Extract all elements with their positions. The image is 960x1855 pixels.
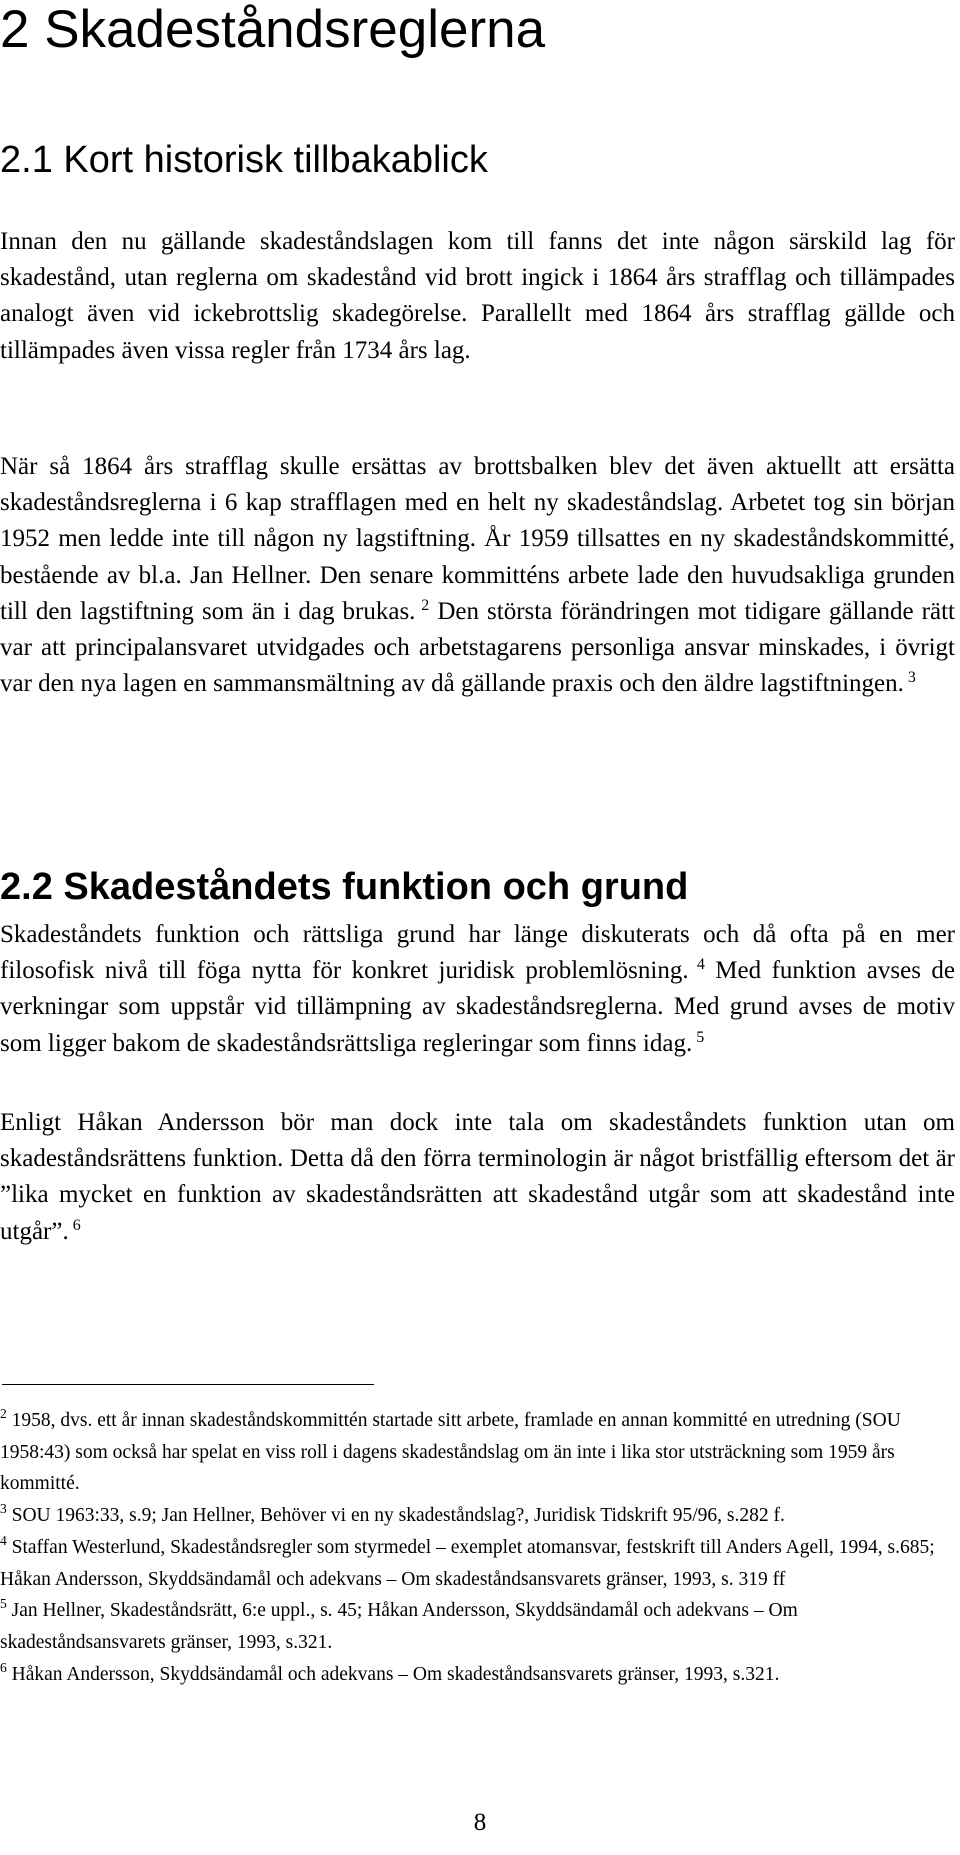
footnote-number: 4	[0, 1532, 7, 1548]
footnote-number: 3	[0, 1501, 7, 1517]
section-heading-2-1: 2.1 Kort historisk tillbakablick	[0, 139, 488, 181]
paragraph-text: Med funktion avses de verkningar som uppstår vid tillämpning av skadeståndsreglerna. Med grund avses de motiv som ligger bakom de skadeståndsrättsliga regleringar som finns idag.	[0, 957, 956, 1057]
footnote-number: 2	[0, 1406, 7, 1421]
footnote-ref-4: 4	[696, 956, 705, 974]
footnote-number: 5	[0, 1596, 7, 1612]
footnote-6	[0, 1659, 955, 1691]
section-heading-2-2: 2.2 Skadeståndets funktion och grund	[0, 866, 689, 908]
footnote-text: Håkan Andersson, Skyddsändamål och adekvans – Om skadeståndsansvarets gränser, 1993, s.321.	[6, 1663, 780, 1685]
footnote-ref-3: 3	[907, 669, 916, 687]
footnote-3	[0, 1500, 955, 1532]
paragraph-2-2-b	[0, 1105, 955, 1250]
paragraph-2-1-a: Innan den nu gällande skadeståndslagen kom till fanns det inte någon särskild lag för skadestånd, utan reglerna om skadestånd vid brott ingick i 1864 års strafflag och tillämpades analogt även vid ickebrottslig skadegörelse. Parallellt med 1864 års strafflag gällde och tillämpades även vissa regler från 1734 års lag.	[0, 228, 955, 364]
paragraph-text: Den största förändringen mot tidigare gällande rätt var att principalansvaret utvidgades och arbetstagarens personliga ansvar minskades, i övrigt var den nya lagen en sammansmältning av då gällande praxis och den äldre lagstiftningen.	[0, 597, 955, 698]
footnote-text: 1958, dvs. ett år innan skadeståndskommittén startade sitt arbete, framlade en annan kommitté en utredning (SOU 1958:43) som också har spelat en viss roll i dagens skadeståndslag om än inte i lika stor utsträckning som 1959 års kommitté.	[0, 1410, 901, 1495]
page-number: 8	[473, 1809, 487, 1836]
footnote-ref-2: 2	[421, 596, 430, 614]
paragraph-text: När så 1864 års strafflag skulle ersättas av brottsbalken blev det även aktuellt att ersätta skadeståndsreglerna i 6 kap strafflagen med en helt ny skadeståndslag. Arbetet tog sin början 1952 men ledde inte till någon ny lagstiftning. År 1959 tillsattes en ny skadeståndskommitté, bestående av bl.a. Jan Hellner. Den senare kommitténs arbete lade den huvudsakliga grunden till den lagstiftning som än i dag brukas.	[0, 453, 955, 625]
footnote-separator	[2, 1384, 374, 1385]
footnote-text: SOU 1963:33, s.9; Jan Hellner, Behöver vi en ny skadeståndslag?, Juridisk Tidskrift 95/96, s.282 f.	[6, 1505, 785, 1527]
paragraph-2-2-a	[0, 917, 955, 1062]
footnote-ref-5: 5	[696, 1028, 705, 1046]
footnote-text: Staffan Westerlund, Skadeståndsregler som styrmedel – exemplet atomansvar, festskrift till Anders Agell, 1994, s.685; Håkan Andersson, Skyddsändamål och adekvans – Om skadeståndsansvarets gränser, 1993, s. 319 ff	[0, 1536, 935, 1590]
paragraph-2-1-b	[0, 449, 955, 702]
footnotes	[0, 1405, 955, 1690]
footnote-text: Jan Hellner, Skadeståndsrätt, 6:e uppl., s. 45; Håkan Andersson, Skyddsändamål och adekvans – Om skadeståndsansvarets gränser, 1993, s.321.	[0, 1600, 798, 1653]
footnote-ref-6: 6	[72, 1216, 81, 1234]
footnote-number: 6	[0, 1659, 7, 1675]
footnote-4	[0, 1532, 955, 1595]
footnote-2	[0, 1405, 955, 1500]
paragraph-text: Enligt Håkan Andersson bör man dock inte tala om skadeståndets funktion utan om skadeståndsrättens funktion. Detta då den förra terminologin är något bristfällig eftersom det är ”lika mycket en funktion av skadeståndsrätten att skadestånd utgår som att skadestånd inte utgår”.	[0, 1109, 955, 1245]
paragraph-text: Skadeståndets funktion och rättsliga grund har länge diskuterats och då ofta på en mer filosofisk nivå till föga nytta för konkret juridisk problemlösning.	[0, 921, 955, 985]
chapter-heading: 2 Skadeståndsreglerna	[0, 0, 546, 59]
footnote-5	[0, 1595, 955, 1658]
